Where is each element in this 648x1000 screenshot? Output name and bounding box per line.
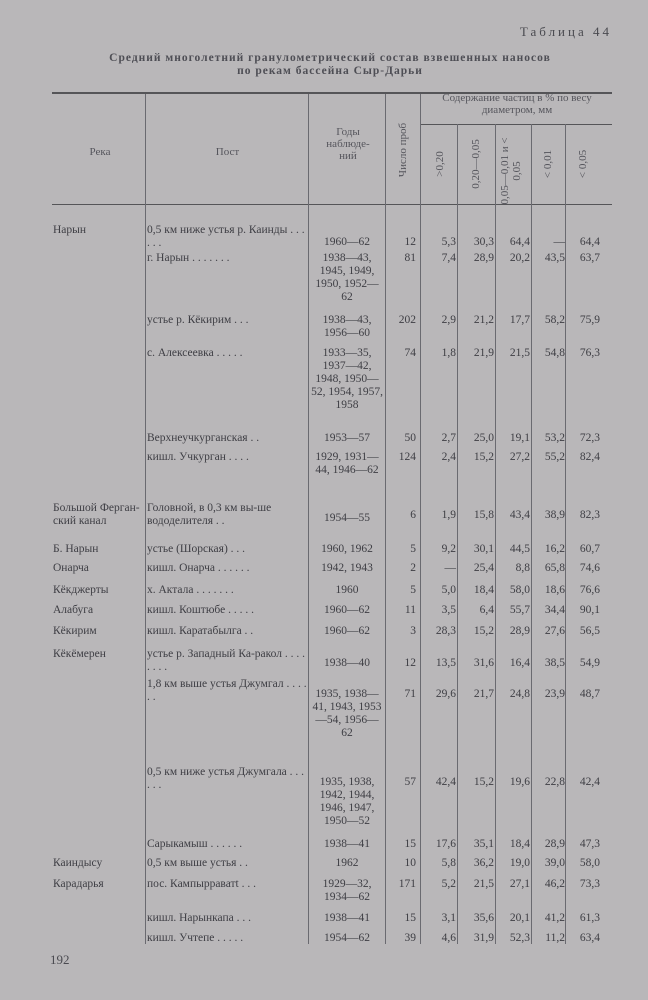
col-divider xyxy=(495,124,496,944)
header-content-group: Содержание частиц в % по весу диаметром, мм xyxy=(442,92,592,116)
cell-years: 1935, 1938, 1942, 1944, 1946, 1947, 1950—52 xyxy=(319,776,375,827)
cell-d3: 21,5 xyxy=(509,347,530,359)
cell-post: кишл. Коштюбе . . . . . xyxy=(147,604,254,616)
cell-d5: 58,0 xyxy=(579,857,600,869)
cell-d5: 48,7 xyxy=(579,688,600,700)
cell-d2: 31,6 xyxy=(473,657,494,669)
cell-d3: 28,9 xyxy=(509,625,530,637)
cell-d4: 41,2 xyxy=(544,912,565,924)
cell-d1: 1,8 xyxy=(441,347,456,359)
cell-d2: 36,2 xyxy=(473,857,494,869)
cell-post: устье (Шорская) . . . xyxy=(147,543,246,555)
cell-d4: 22,8 xyxy=(544,776,565,788)
cell-d5: 76,3 xyxy=(579,347,600,359)
cell-post: 1,8 км выше устья Джумгал . . . . . . xyxy=(147,678,307,703)
cell-d1: 5,2 xyxy=(441,878,456,890)
cell-d2: 35,1 xyxy=(473,838,494,850)
cell-d2: 28,9 xyxy=(473,252,494,264)
header-bottom-rule xyxy=(52,204,612,205)
cell-d1: 13,5 xyxy=(435,657,456,669)
cell-river: Каиндысу xyxy=(53,857,103,869)
cell-d4: 34,4 xyxy=(544,604,565,616)
cell-d3: 17,7 xyxy=(509,314,530,326)
cell-d5: 82,3 xyxy=(579,509,600,521)
cell-years: 1938—43, 1956—60 xyxy=(322,314,372,339)
cell-d3: 19,6 xyxy=(509,776,530,788)
cell-d5: 72,3 xyxy=(579,432,600,444)
cell-d5: 47,3 xyxy=(579,838,600,850)
page-number: 192 xyxy=(50,952,70,967)
cell-d2: 21,7 xyxy=(473,688,494,700)
cell-d1: 3,1 xyxy=(441,912,456,924)
header-d3: 0,05—0,01 и < 0,05 xyxy=(499,137,523,205)
cell-d4: 23,9 xyxy=(544,688,565,700)
cell-years: 1935, 1938—41, 1943, 1953—54, 1956—62 xyxy=(312,688,382,739)
cell-d5: 64,4 xyxy=(579,236,600,248)
table-title xyxy=(50,52,610,78)
cell-samples: 39 xyxy=(404,932,416,944)
cell-river: Нарын xyxy=(53,224,87,236)
header-d5: < 0,05 xyxy=(577,149,589,179)
cell-d1: 42,4 xyxy=(435,776,456,788)
cell-post: кишл. Учкурган . . . . xyxy=(147,451,249,463)
cell-river: Большой Ферган-ский канал xyxy=(53,502,140,527)
cell-d4: 18,6 xyxy=(544,584,565,596)
cell-samples: 11 xyxy=(404,604,416,616)
header-d4: < 0,01 xyxy=(542,149,554,179)
cell-d1: 3,5 xyxy=(441,604,456,616)
cell-d4: 43,5 xyxy=(544,252,565,264)
cell-d2: 21,2 xyxy=(473,314,494,326)
cell-d4: 58,2 xyxy=(544,314,565,326)
cell-d5: 75,9 xyxy=(579,314,600,326)
cell-d2: 15,8 xyxy=(473,509,494,521)
cell-d1: 5,0 xyxy=(441,584,456,596)
cell-river: Онарча xyxy=(53,562,89,574)
cell-samples: 5 xyxy=(410,584,416,596)
cell-d1: — xyxy=(444,562,456,574)
cell-river: Алабуга xyxy=(53,604,94,616)
header-river: Река xyxy=(89,146,111,158)
cell-d2: 30,1 xyxy=(473,543,494,555)
cell-d3: 20,2 xyxy=(509,252,530,264)
cell-d1: 5,3 xyxy=(441,236,456,248)
cell-samples: 15 xyxy=(404,838,416,850)
cell-river: Б. Нарын xyxy=(53,543,99,555)
cell-d1: 17,6 xyxy=(435,838,456,850)
cell-river: Карадарья xyxy=(53,878,104,890)
cell-post: 0,5 км ниже устья Джумгала . . . . . . xyxy=(147,766,305,791)
cell-d3: 18,4 xyxy=(509,838,530,850)
cell-years: 1954—62 xyxy=(324,932,370,944)
cell-d1: 4,6 xyxy=(441,932,456,944)
cell-samples: 81 xyxy=(404,252,416,264)
cell-d4: 39,0 xyxy=(544,857,565,869)
cell-d3: 58,0 xyxy=(509,584,530,596)
cell-d3: 52,3 xyxy=(509,932,530,944)
table-label: Таблица 44 xyxy=(519,24,612,39)
cell-d1: 1,9 xyxy=(441,509,456,521)
cell-years: 1929—32, 1934—62 xyxy=(322,878,372,903)
cell-years: 1962 xyxy=(335,857,359,869)
cell-d2: 21,9 xyxy=(473,347,494,359)
cell-years: 1938—40 xyxy=(324,657,370,669)
cell-river: Кёкджерты xyxy=(53,584,109,596)
cell-d2: 25,4 xyxy=(473,562,494,574)
cell-samples: 124 xyxy=(398,451,416,463)
col-divider xyxy=(420,94,421,944)
cell-samples: 57 xyxy=(404,776,416,788)
cell-post: 0,5 км ниже устья р. Каинды . . . . . . xyxy=(147,224,305,249)
header-samples: Число проб xyxy=(397,122,409,178)
cell-samples: 3 xyxy=(410,625,416,637)
cell-samples: 5 xyxy=(410,543,416,555)
cell-d4: 38,5 xyxy=(544,657,565,669)
cell-post: пос. Кампырраватt . . . xyxy=(147,878,256,890)
cell-d2: 15,2 xyxy=(473,625,494,637)
cell-post: х. Актала . . . . . . . xyxy=(147,584,234,596)
cell-d5: 56,5 xyxy=(579,625,600,637)
cell-d3: 20,1 xyxy=(509,912,530,924)
cell-d5: 63,4 xyxy=(579,932,600,944)
cell-d5: 54,9 xyxy=(579,657,600,669)
cell-post: г. Нарын . . . . . . . xyxy=(147,252,230,264)
cell-d2: 15,2 xyxy=(473,776,494,788)
cell-samples: 2 xyxy=(410,562,416,574)
cell-post: Верхнеучкурганская . . xyxy=(147,432,260,444)
cell-d4: 54,8 xyxy=(544,347,565,359)
cell-d2: 30,3 xyxy=(473,236,494,248)
cell-d5: 73,3 xyxy=(579,878,600,890)
header-d1: >0,20 xyxy=(434,151,446,177)
cell-years: 1938—41 xyxy=(324,838,370,850)
cell-d5: 74,6 xyxy=(579,562,600,574)
cell-d4: 28,9 xyxy=(544,838,565,850)
cell-d3: 55,7 xyxy=(509,604,530,616)
cell-d4: 55,2 xyxy=(544,451,565,463)
cell-samples: 15 xyxy=(404,912,416,924)
cell-samples: 74 xyxy=(404,347,416,359)
cell-d3: 44,5 xyxy=(509,543,530,555)
cell-post: кишл. Каратабылга . . xyxy=(147,625,254,637)
cell-d4: 38,9 xyxy=(544,509,565,521)
cell-years: 1953—57 xyxy=(324,432,370,444)
cell-d4: 11,2 xyxy=(545,932,565,944)
cell-d5: 82,4 xyxy=(579,451,600,463)
cell-d1: 5,8 xyxy=(441,857,456,869)
col-divider xyxy=(308,94,309,944)
cell-d4: — xyxy=(553,236,565,248)
cell-years: 1938—41 xyxy=(324,912,370,924)
header-post: Пост xyxy=(215,146,240,158)
cell-samples: 10 xyxy=(404,857,416,869)
cell-d1: 7,4 xyxy=(441,252,456,264)
col-divider xyxy=(145,94,146,944)
cell-years: 1954—55 xyxy=(324,512,370,524)
cell-d3: 19,0 xyxy=(509,857,530,869)
cell-d3: 8,8 xyxy=(515,562,530,574)
cell-samples: 6 xyxy=(410,509,416,521)
header-years: Годы наблюде-ний xyxy=(326,126,370,162)
cell-post: устье р. Кёкирим . . . xyxy=(147,314,249,326)
cell-years: 1929, 1931—44, 1946—62 xyxy=(315,451,379,476)
cell-d3: 24,8 xyxy=(509,688,530,700)
header-d2: 0,20—0,05 xyxy=(470,139,482,189)
cell-d3: 16,4 xyxy=(509,657,530,669)
cell-d1: 2,9 xyxy=(441,314,456,326)
cell-river: Кёкирим xyxy=(53,625,97,637)
cell-samples: 202 xyxy=(398,314,416,326)
cell-d5: 61,3 xyxy=(579,912,600,924)
title-line-2: по рекам бассейна Сыр-Дарьи xyxy=(237,65,423,77)
cell-d5: 63,7 xyxy=(579,252,600,264)
cell-years: 1960 xyxy=(335,584,359,596)
title-line-1: Средний многолетний гранулометрический состав взвешенных наносов xyxy=(109,52,551,64)
cell-post: кишл. Нарынкапа . . . xyxy=(147,912,251,924)
cell-d1: 9,2 xyxy=(441,543,456,555)
cell-samples: 71 xyxy=(404,688,416,700)
cell-d4: 16,2 xyxy=(544,543,565,555)
cell-d2: 35,6 xyxy=(473,912,494,924)
cell-d2: 25,0 xyxy=(473,432,494,444)
cell-years: 1938—43, 1945, 1949, 1950, 1952—62 xyxy=(315,252,379,303)
cell-d1: 28,3 xyxy=(435,625,456,637)
cell-d3: 43,4 xyxy=(509,509,530,521)
cell-d3: 19,1 xyxy=(509,432,530,444)
cell-years: 1960, 1962 xyxy=(321,543,373,555)
cell-d4: 46,2 xyxy=(544,878,565,890)
cell-d5: 60,7 xyxy=(579,543,600,555)
cell-samples: 171 xyxy=(398,878,416,890)
cell-post: с. Алексеевка . . . . . xyxy=(147,347,243,359)
cell-d2: 31,9 xyxy=(473,932,494,944)
cell-d2: 6,4 xyxy=(479,604,494,616)
cell-d4: 53,2 xyxy=(544,432,565,444)
cell-samples: 50 xyxy=(404,432,416,444)
cell-d5: 76,6 xyxy=(579,584,600,596)
cell-d2: 15,2 xyxy=(473,451,494,463)
cell-years: 1942, 1943 xyxy=(321,562,373,574)
cell-post: Головной, в 0,3 км вы-ше вододелителя . . xyxy=(147,502,272,527)
cell-years: 1960—62 xyxy=(324,625,370,637)
cell-d1: 2,7 xyxy=(441,432,456,444)
cell-years: 1933—35, 1937—42, 1948, 1950—52, 1954, 1957, 1958 xyxy=(311,347,383,411)
cell-years: 1960—62 xyxy=(324,604,370,616)
cell-d3: 64,4 xyxy=(509,236,530,248)
cell-samples: 12 xyxy=(404,236,416,248)
cell-river: Кёкёмерен xyxy=(53,648,106,660)
cell-years: 1960—62 xyxy=(324,236,370,248)
cell-post: 0,5 км выше устья . . xyxy=(147,857,248,869)
cell-d4: 27,6 xyxy=(544,625,565,637)
cell-post: устье р. Западный Ка-ракол . . . . . . . . xyxy=(147,648,305,673)
cell-d3: 27,1 xyxy=(509,878,530,890)
cell-d1: 2,4 xyxy=(441,451,456,463)
cell-post: кишл. Учтепе . . . . . xyxy=(147,932,244,944)
cell-post: кишл. Онарча . . . . . . xyxy=(147,562,250,574)
cell-d1: 29,6 xyxy=(435,688,456,700)
cell-d2: 21,5 xyxy=(473,878,494,890)
cell-post: Сарыкамыш . . . . . . xyxy=(147,838,243,850)
cell-d5: 90,1 xyxy=(579,604,600,616)
cell-d3: 27,2 xyxy=(509,451,530,463)
cell-d2: 18,4 xyxy=(473,584,494,596)
cell-d4: 65,8 xyxy=(544,562,565,574)
cell-samples: 12 xyxy=(404,657,416,669)
cell-d5: 42,4 xyxy=(579,776,600,788)
